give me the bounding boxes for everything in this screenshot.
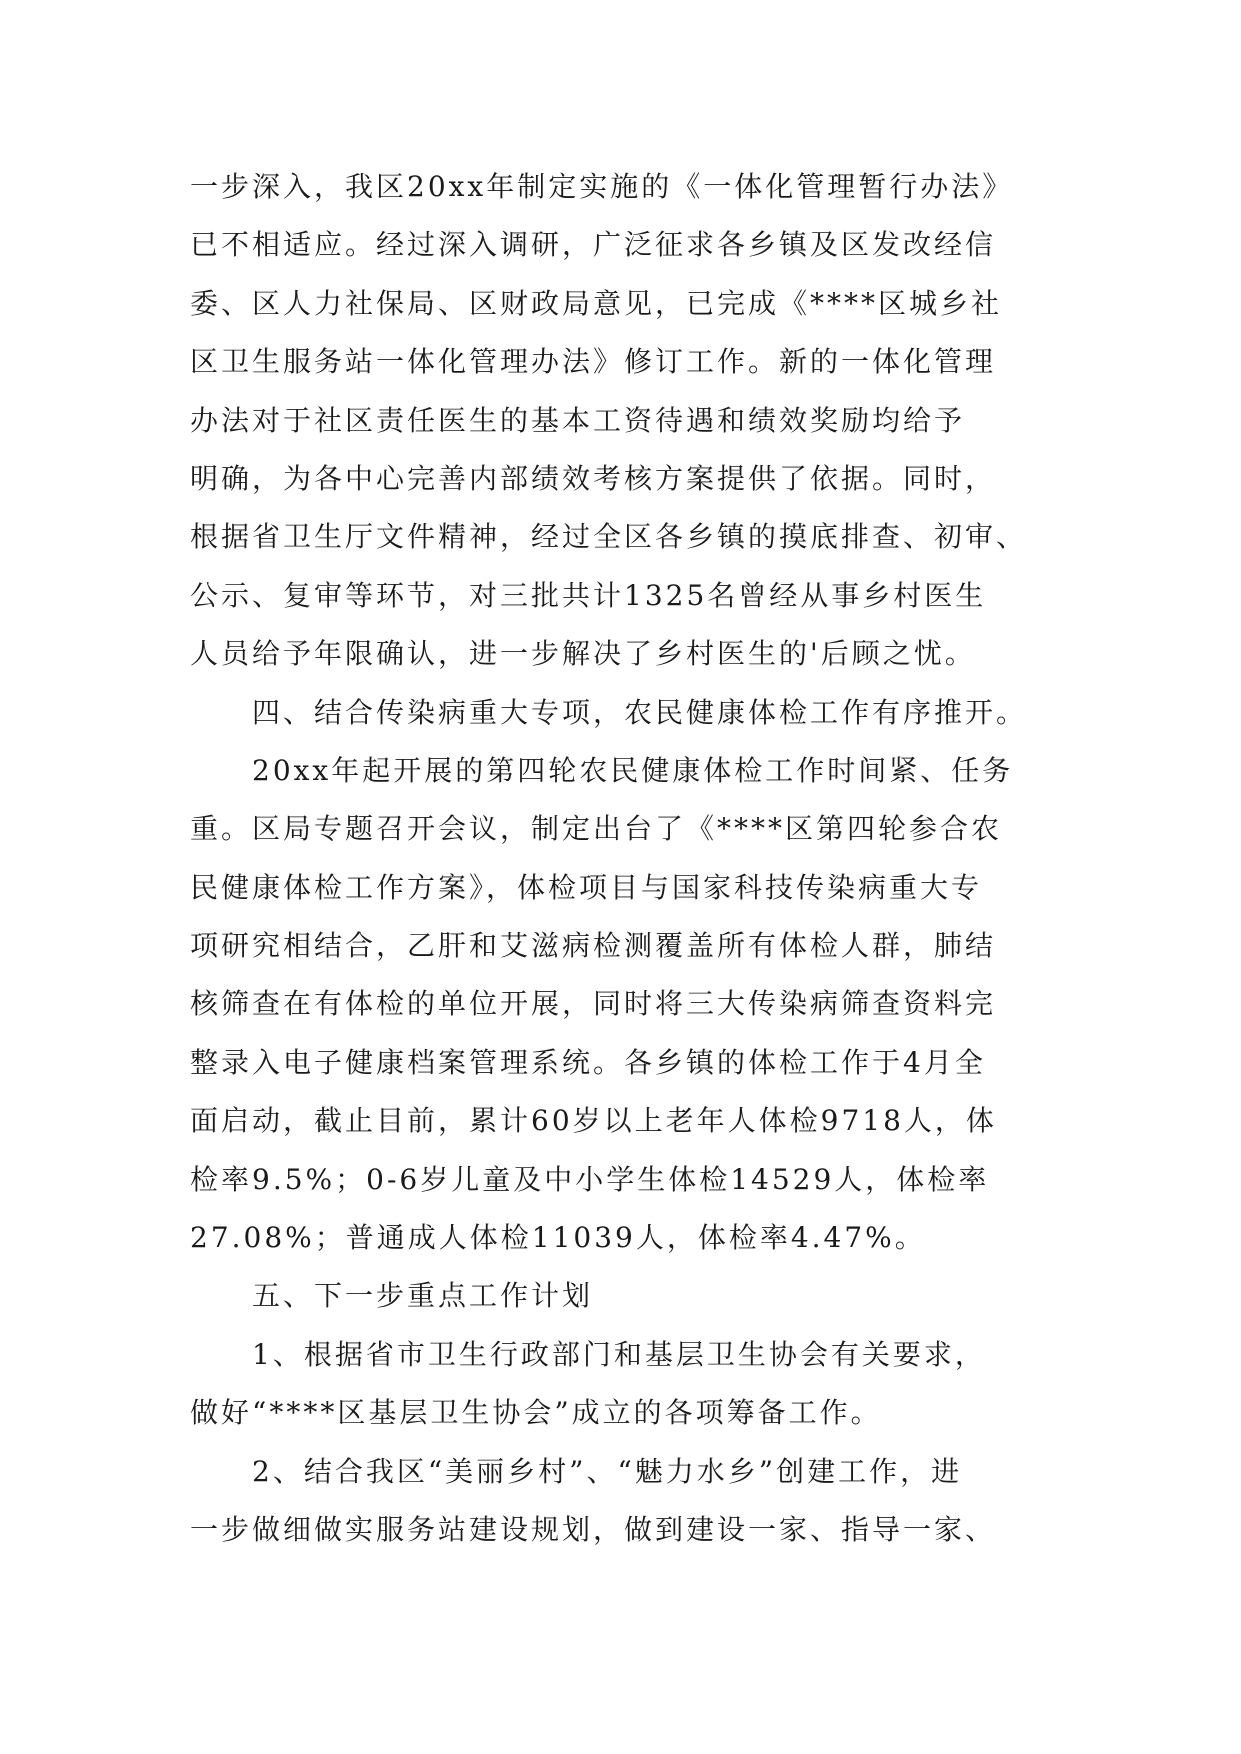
text-line: 民健康体检工作方案》，体检项目与国家科技传染病重大专 [190, 870, 983, 904]
text-line: 20xx年起开展的第四轮农民健康体检工作时间紧、任务 [252, 753, 1014, 787]
text-line: 做好“****区基层卫生协会”成立的各项筹备工作。 [190, 1396, 882, 1430]
text-line: 面启动，截止目前，累计60岁以上老年人体检9718人，体 [190, 1104, 997, 1138]
text-line: 整录入电子健康档案管理系统。各乡镇的体检工作于4月全 [190, 1045, 986, 1079]
text-line: 检率9.5%；0-6岁儿童及中小学生体检14529人，体检率 [190, 1162, 990, 1196]
text-line: 2、结合我区“美丽乡村”、“魅力水乡”创建工作，进 [252, 1454, 963, 1488]
text-line: 核筛查在有体检的单位开展，同时将三大传染病筛查资料完 [190, 987, 997, 1021]
text-line: 一步深入，我区20xx年制定实施的《一体化管理暂行办法》 [190, 170, 1014, 203]
text-line: 五、下一步重点工作计划 [252, 1279, 594, 1313]
text-line: 已不相适应。经过深入调研，广泛征求各乡镇及区发改经信 [190, 228, 997, 262]
text-line: 项研究相结合，乙肝和艾滋病检测覆盖所有体检人群，肺结 [190, 929, 997, 963]
text-line: 根据省卫生厅文件精神，经过全区各乡镇的摸底排查、初审、 [190, 520, 1028, 554]
text-line: 公示、复审等环节，对三批共计1325名曾经从事乡村医生 [190, 578, 987, 612]
text-line: 1、根据省市卫生行政部门和基层卫生协会有关要求， [252, 1337, 986, 1371]
text-line: 一步做细做实服务站建设规划，做到建设一家、指导一家、 [190, 1512, 997, 1546]
text-line: 27.08%；普通成人体检11039人，体检率4.47%。 [190, 1221, 926, 1255]
text-line: 办法对于社区责任医生的基本工资待遇和绩效奖励均给予 [190, 403, 966, 437]
text-line: 明确，为各中心完善内部绩效考核方案提供了依据。同时， [190, 461, 997, 495]
text-line: 委、区人力社保局、区财政局意见，已完成《****区城乡社 [190, 286, 1003, 320]
text-line: 四、结合传染病重大专项，农民健康体检工作有序推开。 [252, 695, 1028, 729]
text-line: 人员给予年限确认，进一步解决了乡村医生的'后顾之忧。 [190, 637, 976, 671]
text-line: 区卫生服务站一体化管理办法》修订工作。新的一体化管理 [190, 345, 997, 379]
text-line: 重。区局专题召开会议，制定出台了《****区第四轮参合农 [190, 812, 1003, 846]
document-body [190, 158, 1070, 1559]
